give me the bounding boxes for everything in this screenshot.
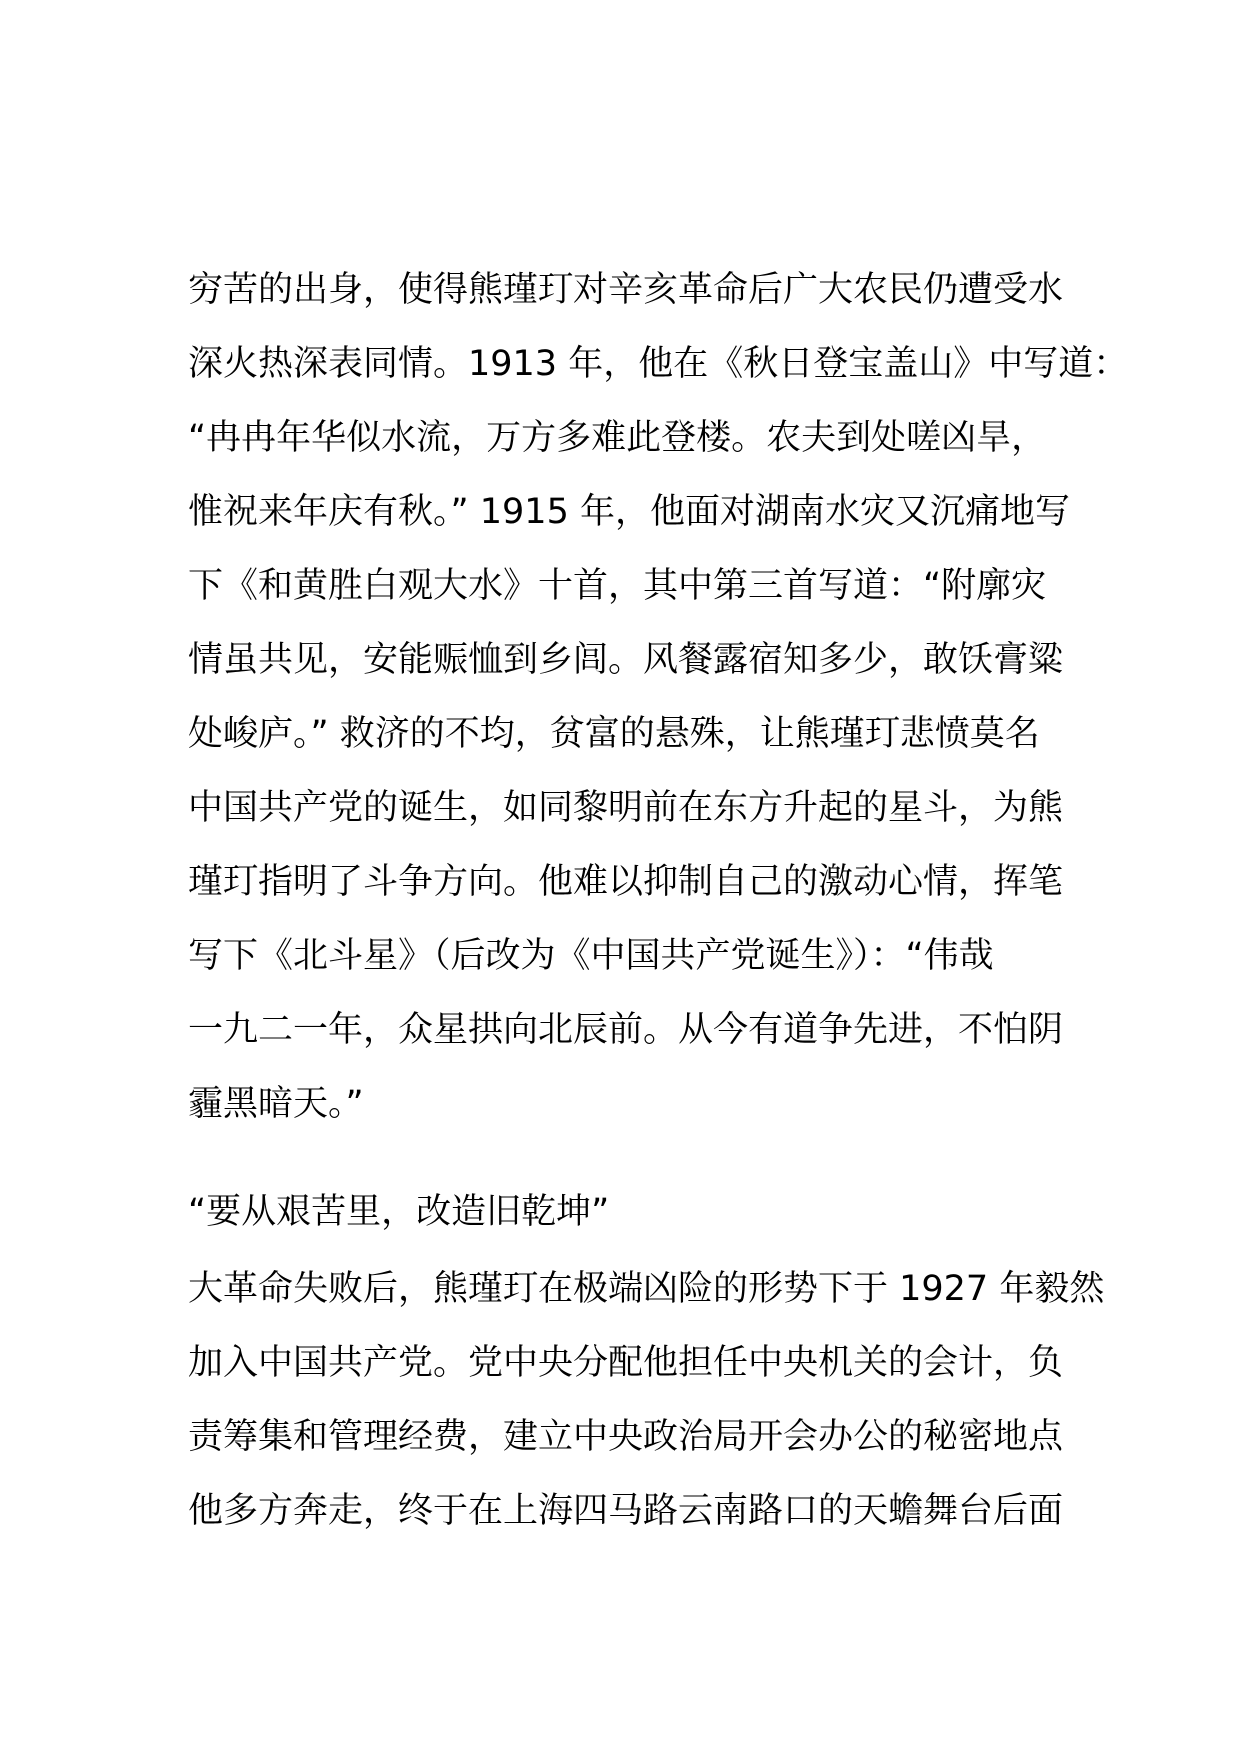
paragraph-line: 他多方奔走，终于在上海四马路云南路口的天蟾舞台后面 bbox=[188, 1491, 1064, 1531]
paragraph-line: 下《和黄胜白观大水》十首，其中第三首写道：“附廓灾 bbox=[188, 566, 1047, 606]
paragraph-1 bbox=[188, 253, 1129, 1141]
paragraph-line: 加入中国共产党。党中央分配他担任中央机关的会计，负 bbox=[188, 1343, 1064, 1383]
paragraph-line: 处峻庐。” 救济的不均，贫富的悬殊，让熊瑾玎悲愤莫名 bbox=[188, 714, 1040, 754]
paragraph-2 bbox=[188, 1252, 1105, 1548]
paragraph-line: 一九二一年，众星拱向北辰前。从今有道争先进，不怕阴 bbox=[188, 1010, 1064, 1050]
paragraph-line: 情虽共见，安能赈恤到乡闾。风餐露宿知多少，敢饫膏粱 bbox=[188, 640, 1064, 680]
paragraph-line: 中国共产党的诞生，如同黎明前在东方升起的星斗，为熊 bbox=[188, 788, 1064, 828]
paragraph-line: 穷苦的出身，使得熊瑾玎对辛亥革命后广大农民仍遭受水 bbox=[188, 270, 1064, 310]
section-heading-text: “要从艰苦里，改造旧乾坤” bbox=[188, 1192, 610, 1232]
section-heading bbox=[188, 1175, 1088, 1249]
paragraph-line: 惟祝来年庆有秋。” 1915 年，他面对湖南水灾又沉痛地写 bbox=[188, 492, 1070, 532]
paragraph-line: 瑾玎指明了斗争方向。他难以抑制自己的激动心情，挥笔 bbox=[188, 862, 1064, 902]
paragraph-line: “冉冉年华似水流，万方多难此登楼。农夫到处嗟凶旱， bbox=[188, 418, 1047, 458]
paragraph-line: 深火热深表同情。1913 年，他在《秋日登宝盖山》中写道： bbox=[188, 344, 1129, 384]
paragraph-line: 大革命失败后，熊瑾玎在极端凶险的形势下于 1927 年毅然 bbox=[188, 1269, 1105, 1309]
paragraph-line: 霾黑暗天。” bbox=[188, 1084, 364, 1124]
paragraph-line: 责筹集和管理经费，建立中央政治局开会办公的秘密地点 bbox=[188, 1417, 1064, 1457]
paragraph-line: 写下《北斗星》（后改为《中国共产党诞生》）：“伟哉 bbox=[188, 936, 994, 976]
document-page bbox=[188, 0, 1129, 1754]
